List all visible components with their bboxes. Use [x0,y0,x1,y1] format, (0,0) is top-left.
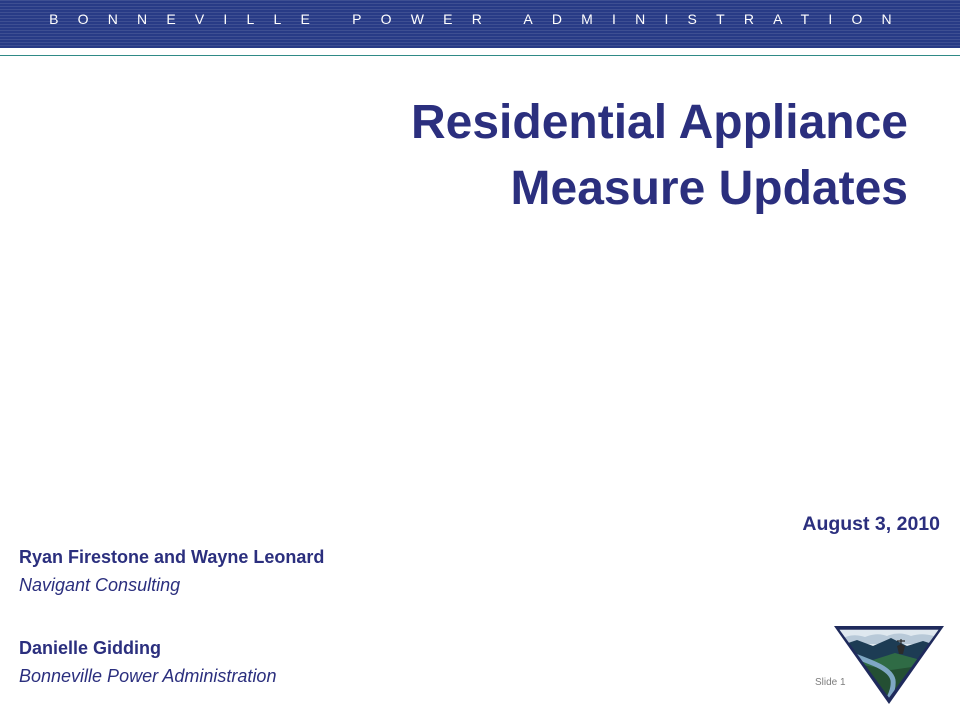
presenter-organization-2: Bonneville Power Administration [19,666,277,686]
header-banner [0,0,960,48]
presenter-names-2: Danielle Gidding [19,638,162,658]
presenter-names-1: Ryan Firestone and Wayne Leonard [19,547,325,567]
slide-title-line-2: Measure Updates [510,162,908,215]
presenter-organization-1: Navigant Consulting [19,575,181,595]
slide-number: Slide 1 [815,677,846,688]
header-divider [0,55,960,56]
bpa-logo-icon [833,624,945,706]
header-banner-text: BONNEVILLE POWER ADMINISTRATION [49,11,911,27]
slide-title-line-1: Residential Appliance [410,96,908,149]
presentation-date: August 3, 2010 [802,513,940,535]
